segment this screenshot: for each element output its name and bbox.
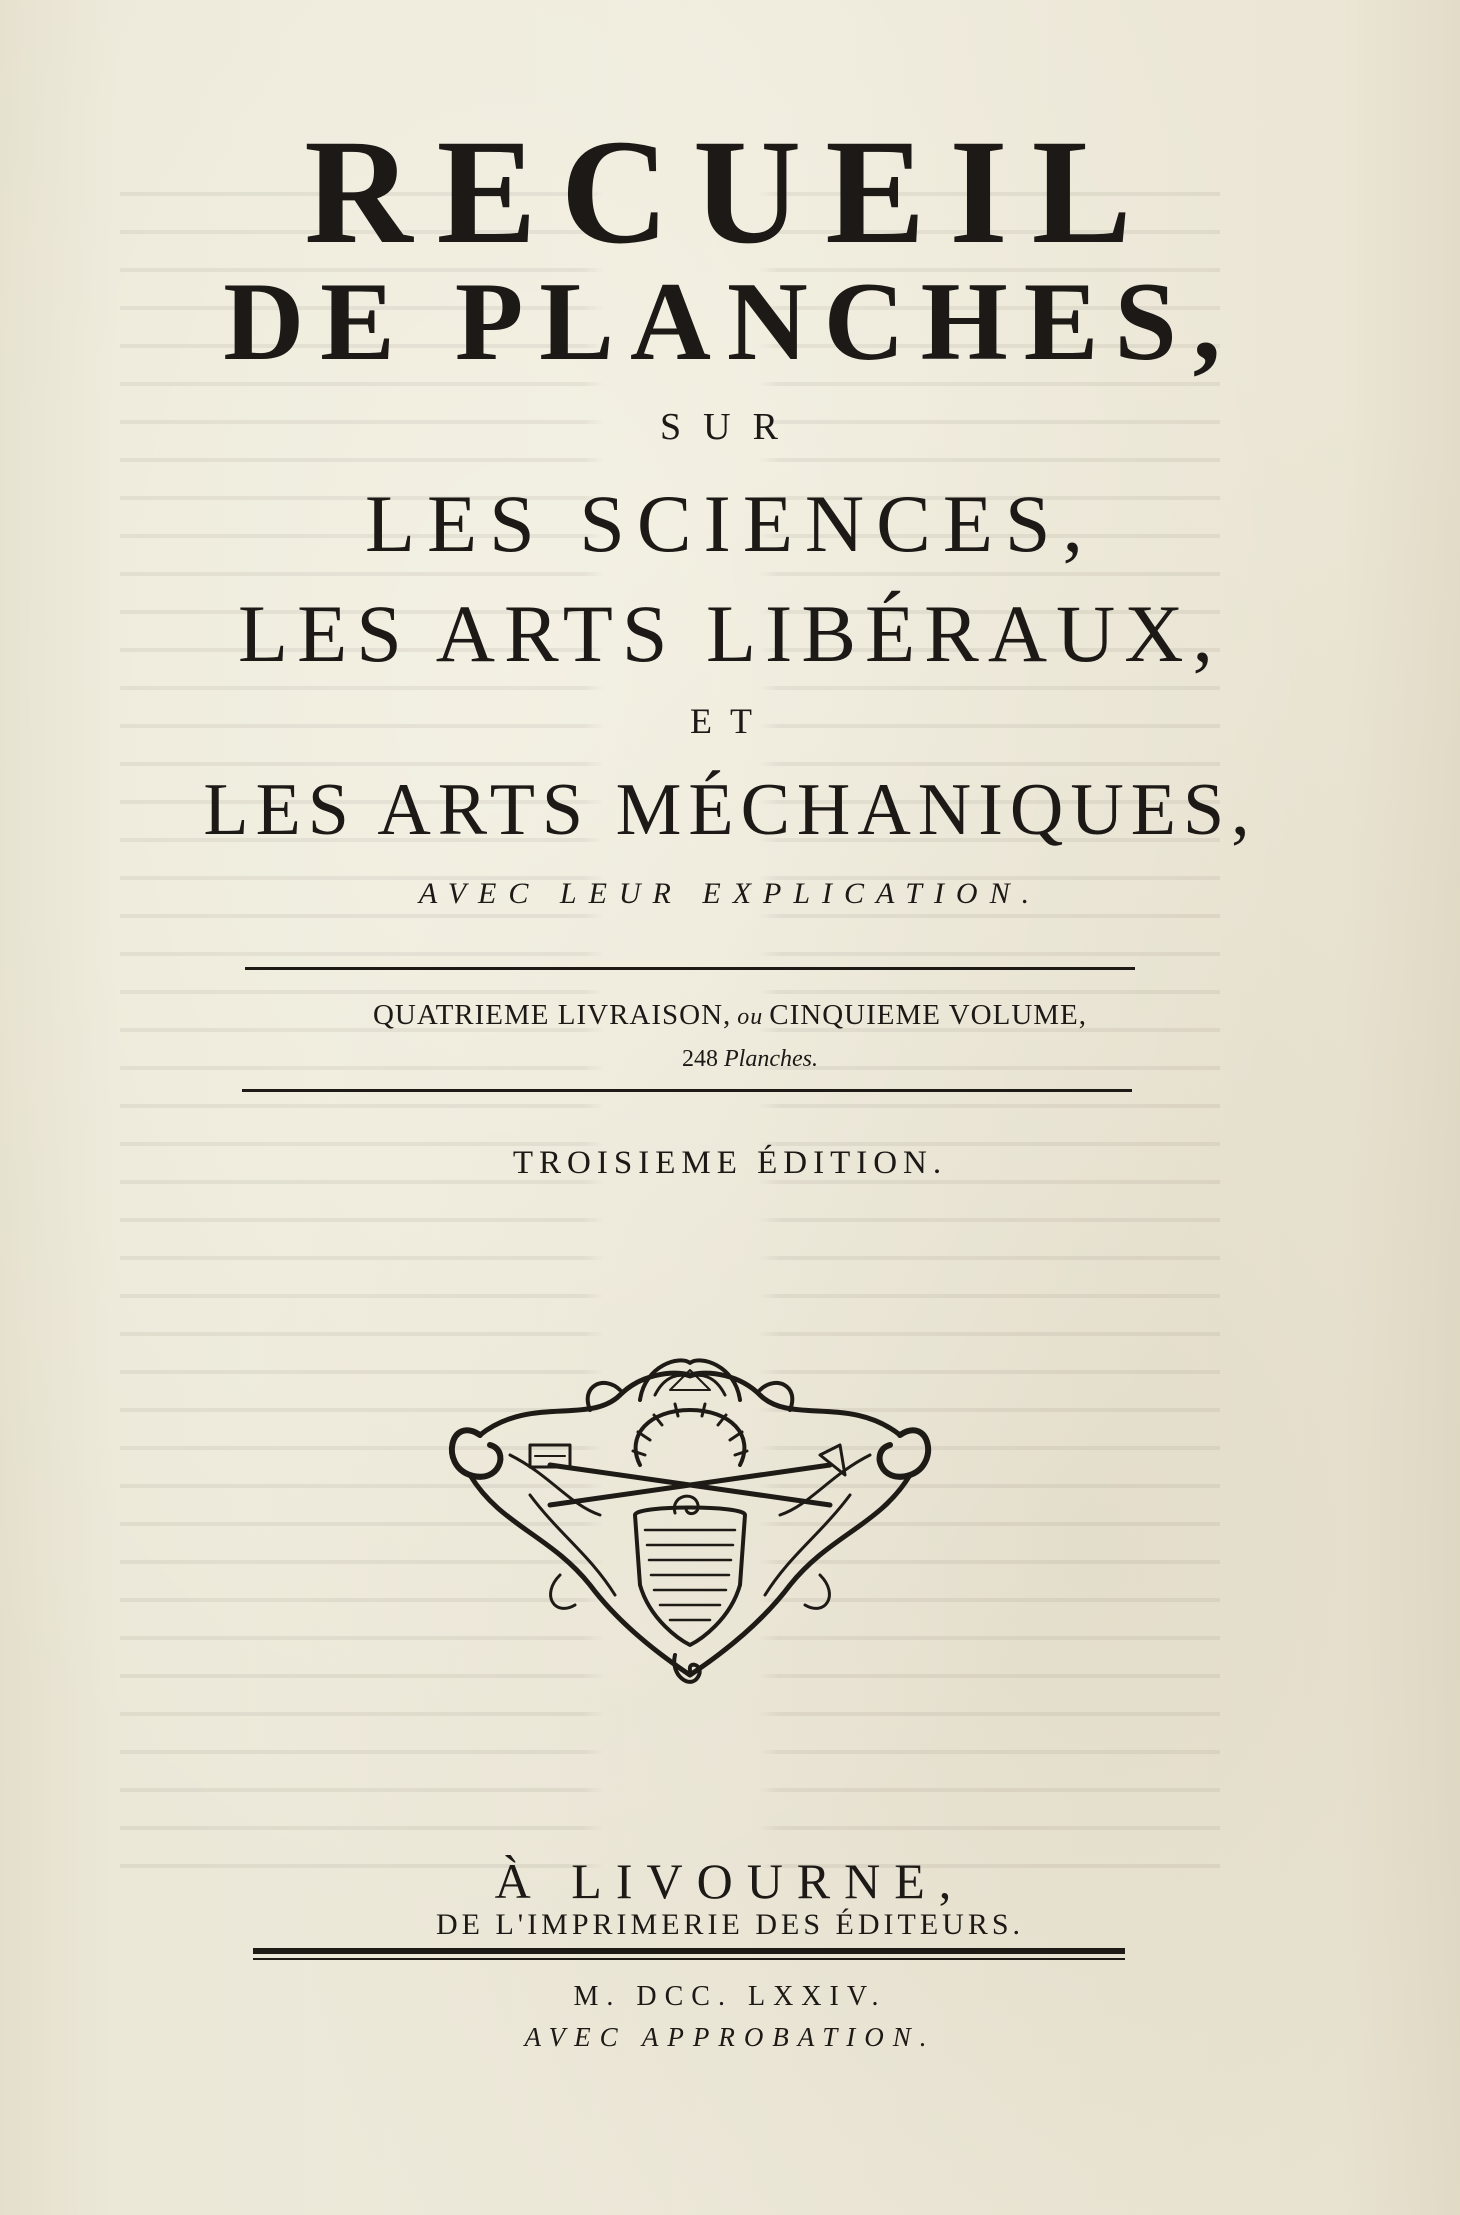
plate-word: Planches. xyxy=(724,1046,818,1072)
title-les-sciences: LES SCIENCES, xyxy=(364,478,1096,569)
plate-count: 248 xyxy=(682,1046,718,1072)
title-arts-mechaniques: LES ARTS MÉCHANIQUES, xyxy=(203,769,1257,851)
rule-middle xyxy=(242,1089,1132,1092)
edition-statement: TROISIEME ÉDITION. xyxy=(512,1145,948,1181)
imprint-printer: DE L'IMPRIMERIE DES ÉDITEURS. xyxy=(435,1908,1025,1941)
volume-ou: ou xyxy=(737,1004,764,1030)
title-arts-liberaux: LES ARTS LIBÉRAUX, xyxy=(238,588,1222,679)
title-recueil: RECUEIL xyxy=(304,109,1156,275)
rule-top xyxy=(245,967,1135,970)
plate-count-line xyxy=(0,1044,1460,1074)
title-de-planches: DE PLANCHES, xyxy=(223,260,1237,384)
volume-part2: CINQUIEME VOLUME, xyxy=(769,999,1088,1031)
approbation: AVEC APPROBATION. xyxy=(524,2022,936,2052)
title-et: ET xyxy=(690,701,770,741)
volume-statement xyxy=(0,998,1460,1034)
subtitle-explication: AVEC LEUR EXPLICATION. xyxy=(418,877,1042,910)
rule-bottom-thin xyxy=(253,1958,1125,1960)
title-sur: SUR xyxy=(660,406,800,448)
volume-part1: QUATRIEME LIVRAISON, xyxy=(372,999,732,1031)
printers-ornament-icon xyxy=(440,1355,940,1695)
imprint-place: À LIVOURNE, xyxy=(494,1853,966,1909)
rule-bottom-thick xyxy=(253,1948,1125,1954)
imprint-year: M. DCC. LXXIV. xyxy=(573,1981,887,2012)
